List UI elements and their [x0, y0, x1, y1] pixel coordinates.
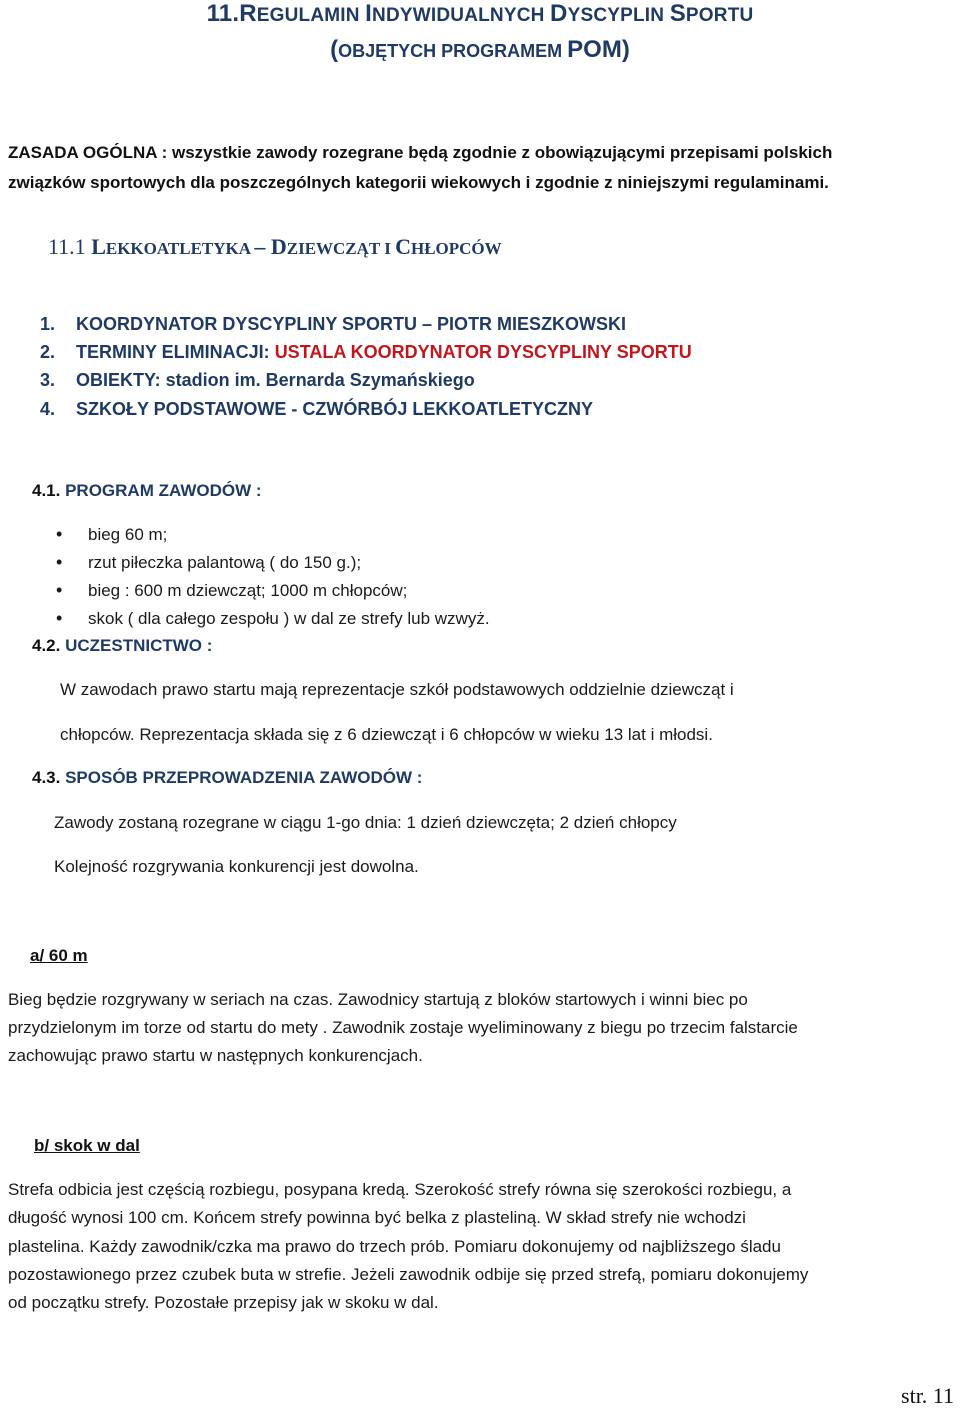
event-60m-line-3: zachowując prawo startu w następnych konkurencjach.: [8, 1046, 423, 1065]
list-item-coordinator: 1. KOORDYNATOR DYSCYPLINY SPORTU – PIOTR MIESZKOWSKI: [40, 314, 627, 334]
conduct-line-1: Zawody zostaną rozegrane w ciągu 1-go dnia: 1 dzień dziewczęta; 2 dzień chłopcy: [54, 813, 677, 832]
event-60m-line-1: Bieg będzie rozgrywany w seriach na czas. Zawodnicy startują z bloków startowych i winni biec po: [8, 990, 748, 1009]
subheading-program: 4.1. PROGRAM ZAWODÓW :: [32, 481, 262, 500]
event-long-jump-line-5: od początku strefy. Pozostałe przepisy jak w skoku w dal.: [8, 1293, 439, 1312]
event-heading-long-jump: b/ skok w dal: [34, 1136, 140, 1155]
list-item: • bieg 60 m;: [88, 525, 167, 545]
document-subtitle: (OBJĘTYCH PROGRAMEM POM): [330, 36, 630, 63]
conduct-line-2: Kolejność rozgrywania konkurencji jest dowolna.: [54, 857, 419, 876]
event-long-jump-line-3: plastelina. Każdy zawodnik/czka ma prawo do trzech prób. Pomiaru dokonujemy od najbliższego śladu: [8, 1237, 781, 1256]
general-rule-line-1: ZASADA OGÓLNA : wszystkie zawody rozegrane będą zgodnie z obowiązującymi przepisami polskich: [8, 143, 833, 162]
document-title: 11.REGULAMIN INDYWIDUALNYCH DYSCYPLIN SPORTU: [206, 0, 754, 27]
subheading-participation: 4.2. UCZESTNICTWO :: [32, 636, 213, 655]
participation-line-1: W zawodach prawo startu mają reprezentacje szkół podstawowych oddzielnie dziewcząt i: [60, 680, 734, 699]
participation-line-2: chłopców. Reprezentacja składa się z 6 dziewcząt i 6 chłopców w wieku 13 lat i młodsi.: [60, 725, 713, 744]
event-long-jump-line-2: długość wynosi 100 cm. Końcem strefy powinna być belka z plasteliną. W skład strefy nie wchodzi: [8, 1208, 746, 1227]
event-long-jump-line-4: pozostawionego przez czubek buta w strefie. Jeżeli zawodnik odbije się przed strefą, pomiaru dokonujemy: [8, 1265, 809, 1284]
list-item-venues: 3. OBIEKTY: stadion im. Bernarda Szymańskiego: [40, 370, 475, 390]
general-rule-line-2: związków sportowych dla poszczególnych kategorii wiekowych i zgodnie z niniejszymi regulaminami.: [8, 173, 829, 192]
section-heading: 11.1 LEKKOATLETYKA – DZIEWCZĄT I CHŁOPCÓW: [48, 234, 502, 259]
list-item: • skok ( dla całego zespołu ) w dal ze strefy lub wzwyż.: [88, 609, 490, 629]
list-item: • bieg : 600 m dziewcząt; 1000 m chłopców;: [88, 581, 407, 601]
subheading-conduct: 4.3. SPOSÓB PRZEPROWADZENIA ZAWODÓW :: [32, 768, 423, 787]
list-item-schools: 4. SZKOŁY PODSTAWOWE - CZWÓRBÓJ LEKKOATLETYCZNY: [40, 399, 593, 419]
title-number: 11.: [206, 0, 240, 27]
list-item: • rzut piłeczka palantową ( do 150 g.);: [88, 553, 361, 573]
list-item-terms: 2. TERMINY ELIMINACJI: USTALA KOORDYNATOR DYSCYPLINY SPORTU: [40, 342, 692, 362]
event-long-jump-line-1: Strefa odbicia jest częścią rozbiegu, posypana kredą. Szerokość strefy równa się szerokości rozbiegu, a: [8, 1180, 792, 1199]
event-heading-60m: a/ 60 m: [30, 946, 88, 965]
page-number: str. 11: [901, 1383, 954, 1408]
event-60m-line-2: przydzielonym im torze od startu do mety . Zawodnik zostaje wyeliminowany z biegu po trzecim falstarcie: [8, 1018, 798, 1037]
